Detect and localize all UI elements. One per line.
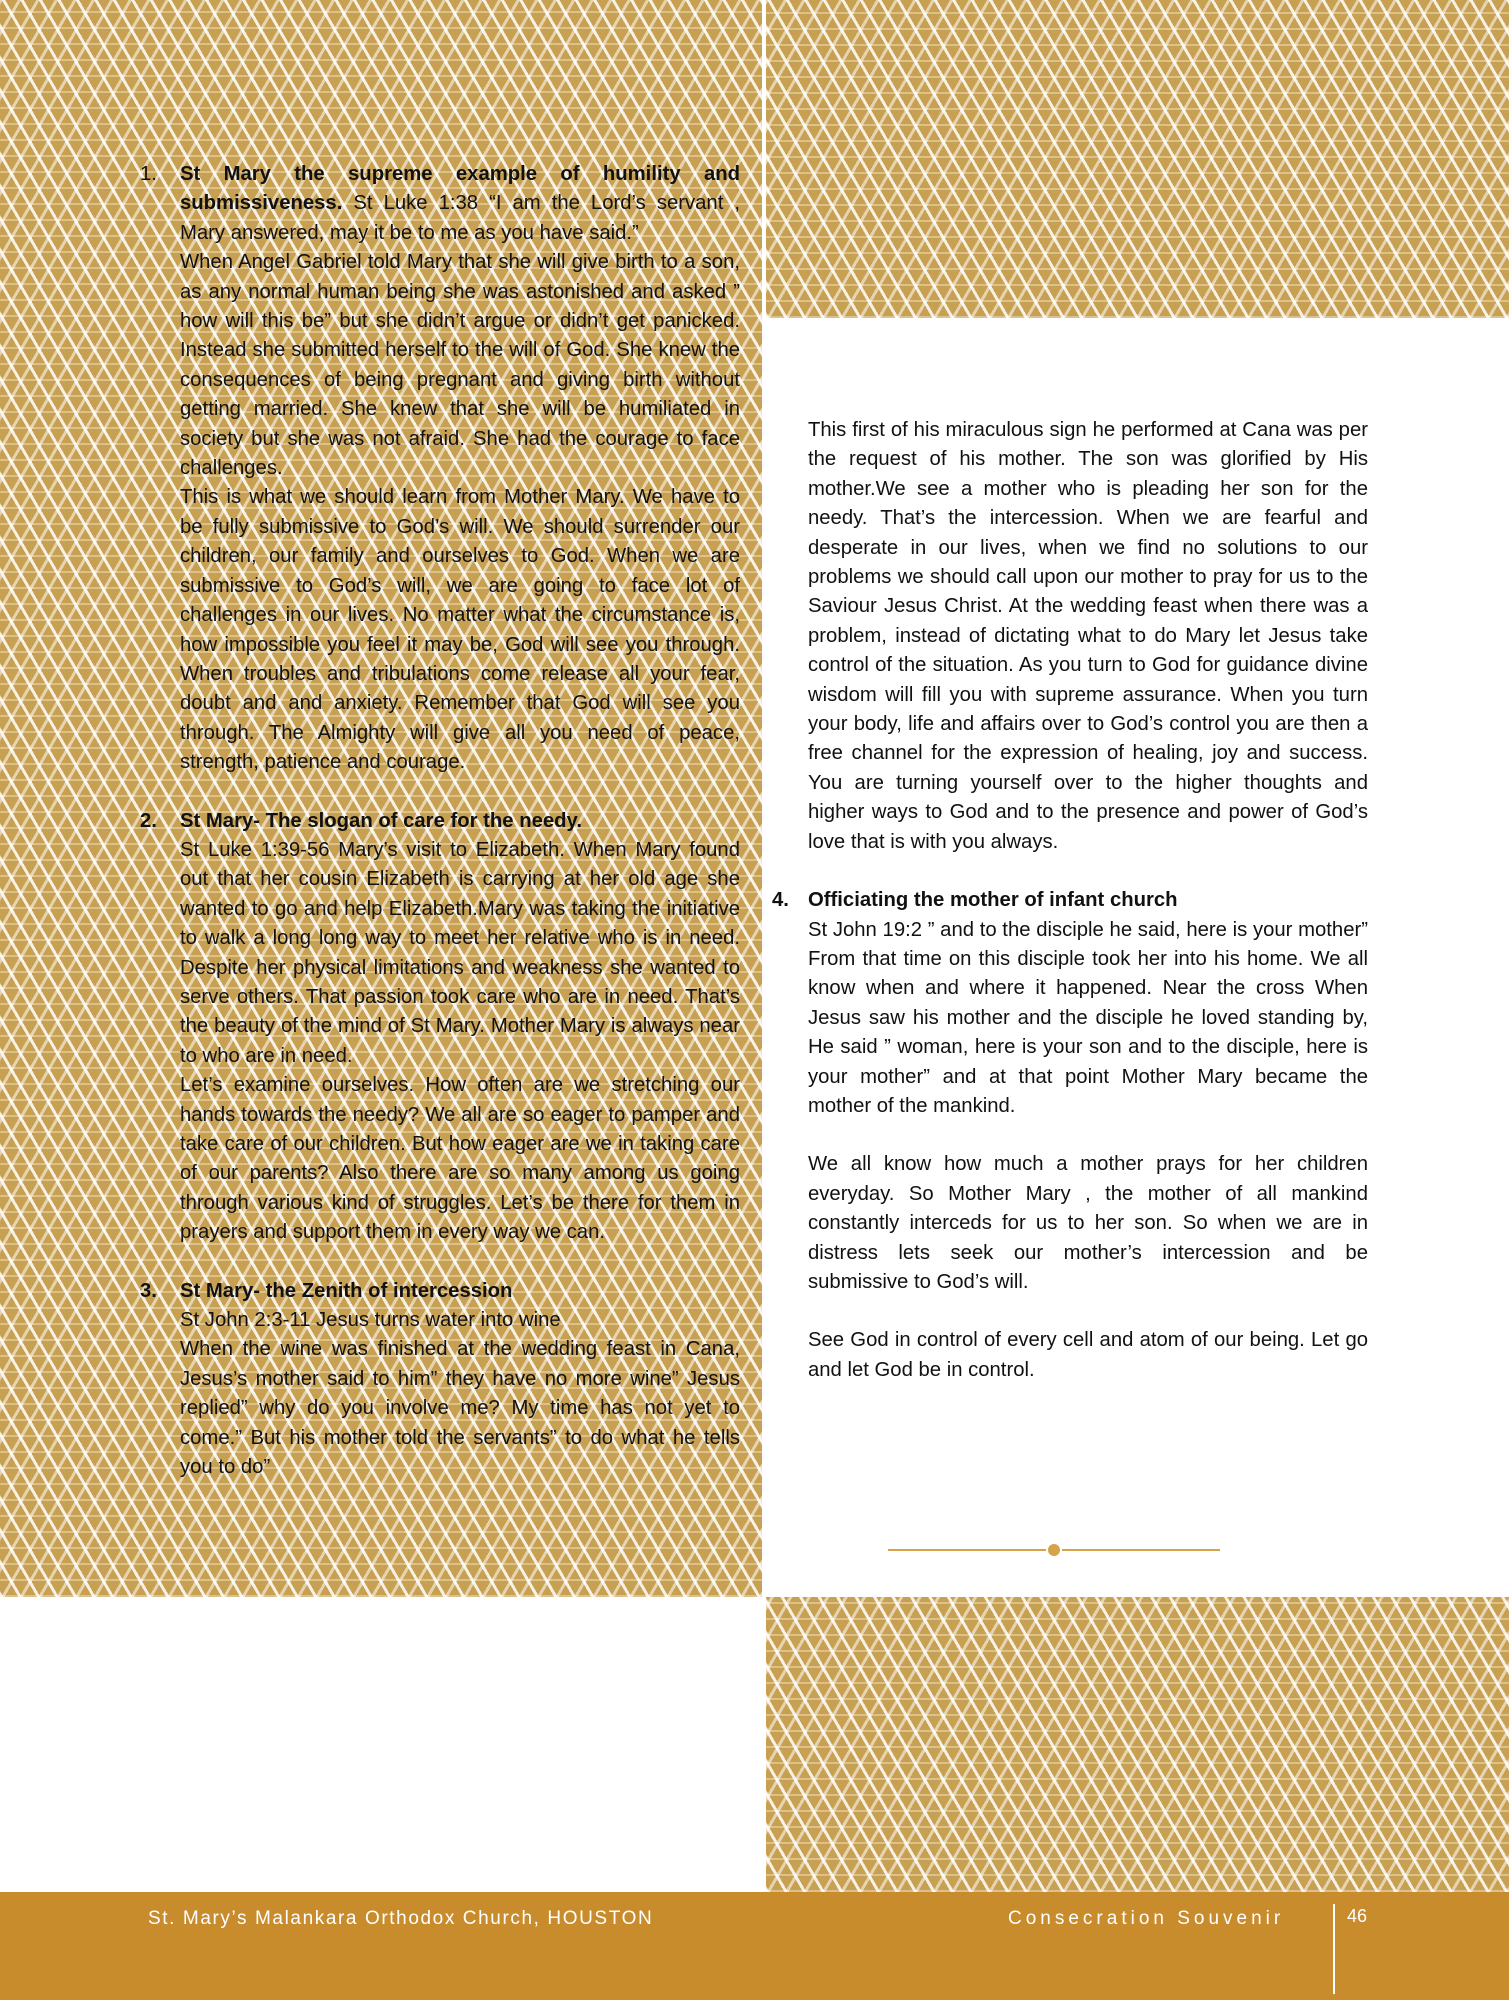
intro-paragraph: This first of his miraculous sign he performed at Cana was per the request of his mother. The son was glorified by His mother.We see a mother who is pleading her son for the needy. That’s the intercession. When we are fearful and desperate in our lives, when we find no solutions to our problems we should call upon our mother to pray for us to the Saviour Jesus Christ. At the wedding feast when there was a problem, instead of dictating what to do Mary let Jesus take control of the situation. As you turn to God for guidance divine wisdom will fill you with supreme assurance. When you turn your body, life and affairs over to God’s control you are then a free channel for the expression of healing, joy and success. You are turning yourself over to the higher thoughts and higher ways to God and to the presence and power of God’s love that is with you always. [808, 419, 1368, 853]
pattern-background-top-right [766, 0, 1509, 318]
section-1 [140, 160, 740, 778]
section-text: When Angel Gabriel told Mary that she will give birth to a son, as any normal human being she was astonished and asked ” how will this be” but she didn’t argue or didn’t get panicked. Instead she submitted herself to the will of God. She knew the consequences of being pregnant and giving birth without getting married. She knew that she will be humiliated in society but she was not afraid. She had the courage to face challenges. [180, 251, 740, 480]
closing-paragraph: We all know how much a mother prays for her children everyday. So Mother Mary , the mother of all mankind constantly interceds for us to her son. So when we are in distress lets seek our mother’s intercession and be submissive to God’s will. [808, 1153, 1368, 1293]
section-text: St Luke 1:38 “I am the Lord’s servant , Mary answered, may it be to me as you have said.” [180, 192, 740, 244]
section-text: St Luke 1:39-56 Mary’s visit to Elizabeth. When Mary found out that her cousin Elizabeth is carrying at her old age she wanted to go and help Elizabeth.Mary was taking the initiative to walk a long long way to meet her relative who is in need. Despite her physical limitations and weakness she wanted to serve others. That passion took care who are in need. That’s the beauty of the mind of St Mary. Mother Mary is always near to who are in need. [180, 838, 740, 1067]
dot-icon [1048, 1544, 1060, 1556]
section-4 [772, 886, 1368, 1121]
pattern-background-bottom-right [766, 1597, 1509, 1892]
section-heading: St Mary- The slogan of care for the needy. [180, 809, 582, 832]
section-number: 1. [140, 163, 157, 185]
page-number: 46 [1347, 1906, 1368, 1926]
footer-divider [1333, 1904, 1335, 1994]
section-text: St John 19:2 ” and to the disciple he said, here is your mother” From that time on this disciple took her into his home. We all know when and where it happened. Near the cross When Jesus saw his mother and the disciple he loved standing by, He said ” woman, here is your son and to the disciple, here is your mother” and at that point Mother Mary became the mother of the mankind. [808, 918, 1368, 1117]
section-number: 3. [140, 1279, 157, 1302]
footer-bar [0, 1892, 1509, 2000]
section-text: This is what we should learn from Mother Mary. We have to be fully submissive to God’s will. We should surrender our children, our family and ourselves to God. When we are submissive to God’s will, we are going to face lot of challenges in our lives. No matter what the circumstance is, how impossible you feel it may be, God will see you through. When troubles and tribulations come release all your fear, doubt and and anxiety. Remember that God will see you through. The Almighty will give all you need of peace, strength, patience and courage. [180, 486, 740, 774]
left-column [140, 160, 740, 1482]
section-text: Let’s examine ourselves. How often are we stretching our hands towards the needy? We all are so eager to pamper and take care of our children. But how eager are we in taking care of our parents? Also there are so many among us going through various kind of struggles. Let’s be there for them in prayers and support them in every way we can. [180, 1074, 740, 1244]
footer-church-name: St. Mary’s Malankara Orthodox Church, HOUSTON [148, 1908, 654, 1929]
ornament-divider [888, 1544, 1220, 1556]
right-column [772, 416, 1368, 1385]
section-number: 2. [140, 809, 157, 832]
closing-paragraph: See God in control of every cell and atom of our being. Let go and let God be in control. [808, 1329, 1368, 1381]
section-text: When the wine was finished at the wedding feast in Cana, Jesus’s mother said to him” they have no more wine” Jesus replied” why do you involve me? My time has not yet to come.” But his mother told the servants” to do what he tells you to do” [180, 1338, 740, 1479]
footer-publication: Consecration Souvenir [1008, 1908, 1285, 1929]
section-2 [140, 807, 740, 1248]
section-3 [140, 1277, 740, 1483]
section-text: St John 2:3-11 Jesus turns water into wine [180, 1309, 561, 1332]
section-heading: St Mary- the Zenith of intercession [180, 1279, 513, 1302]
section-number: 4. [772, 889, 789, 912]
section-heading: Officiating the mother of infant church [808, 889, 1178, 912]
section-heading: St Mary the supreme example of humility and submissiveness. [180, 163, 740, 215]
